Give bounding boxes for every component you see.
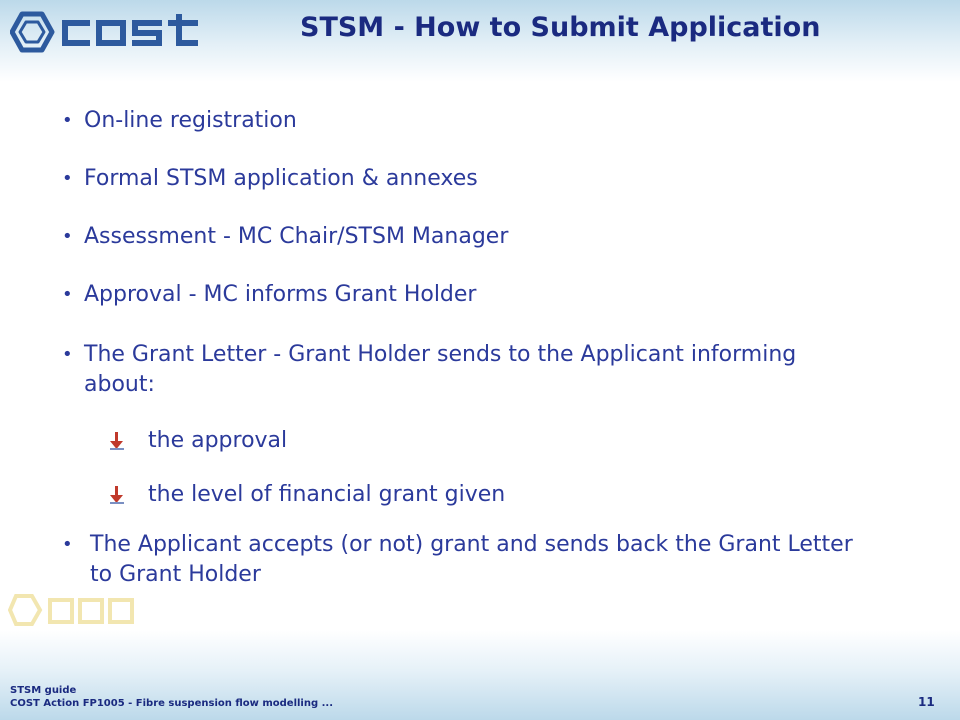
footer-line-guide: STSM guide [10,685,77,696]
bullet-dot-icon: • [62,344,73,365]
bullet-dot-icon: • [62,168,73,189]
bullet-dot-icon: • [62,110,73,131]
sub-bullet-arrow-icon [110,486,124,504]
bullet-item: • The Applicant accepts (or not) grant and sends back the Grant Letter to Grant Holder [62,532,853,587]
bullet-item: • Assessment - MC Chair/STSM Manager [62,222,922,252]
page-title: STSM - How to Submit Application [300,12,821,43]
bullet-dot-icon: • [62,534,73,555]
sub-bullet-item: the approval [110,426,870,456]
footer-line-action: COST Action FP1005 - Fibre suspension flow modelling ... [10,698,334,709]
bullet-item: • The Grant Letter - Grant Holder sends to the Applicant informing about: [62,342,797,397]
cost-logo [10,10,200,54]
bullet-item: • On-line registration [62,106,922,136]
sub-bullet-arrow-icon [110,432,124,450]
bullet-dot-icon: • [62,284,73,305]
bullet-item: • Approval - MC informs Grant Holder [62,280,922,310]
bullet-dot-icon: • [62,226,73,247]
bullet-item: • Formal STSM application & annexes [62,164,922,194]
page-number: 11 [918,695,935,709]
sub-bullet-item: the level of financial grant given [110,480,870,510]
footer-caption [10,684,333,710]
